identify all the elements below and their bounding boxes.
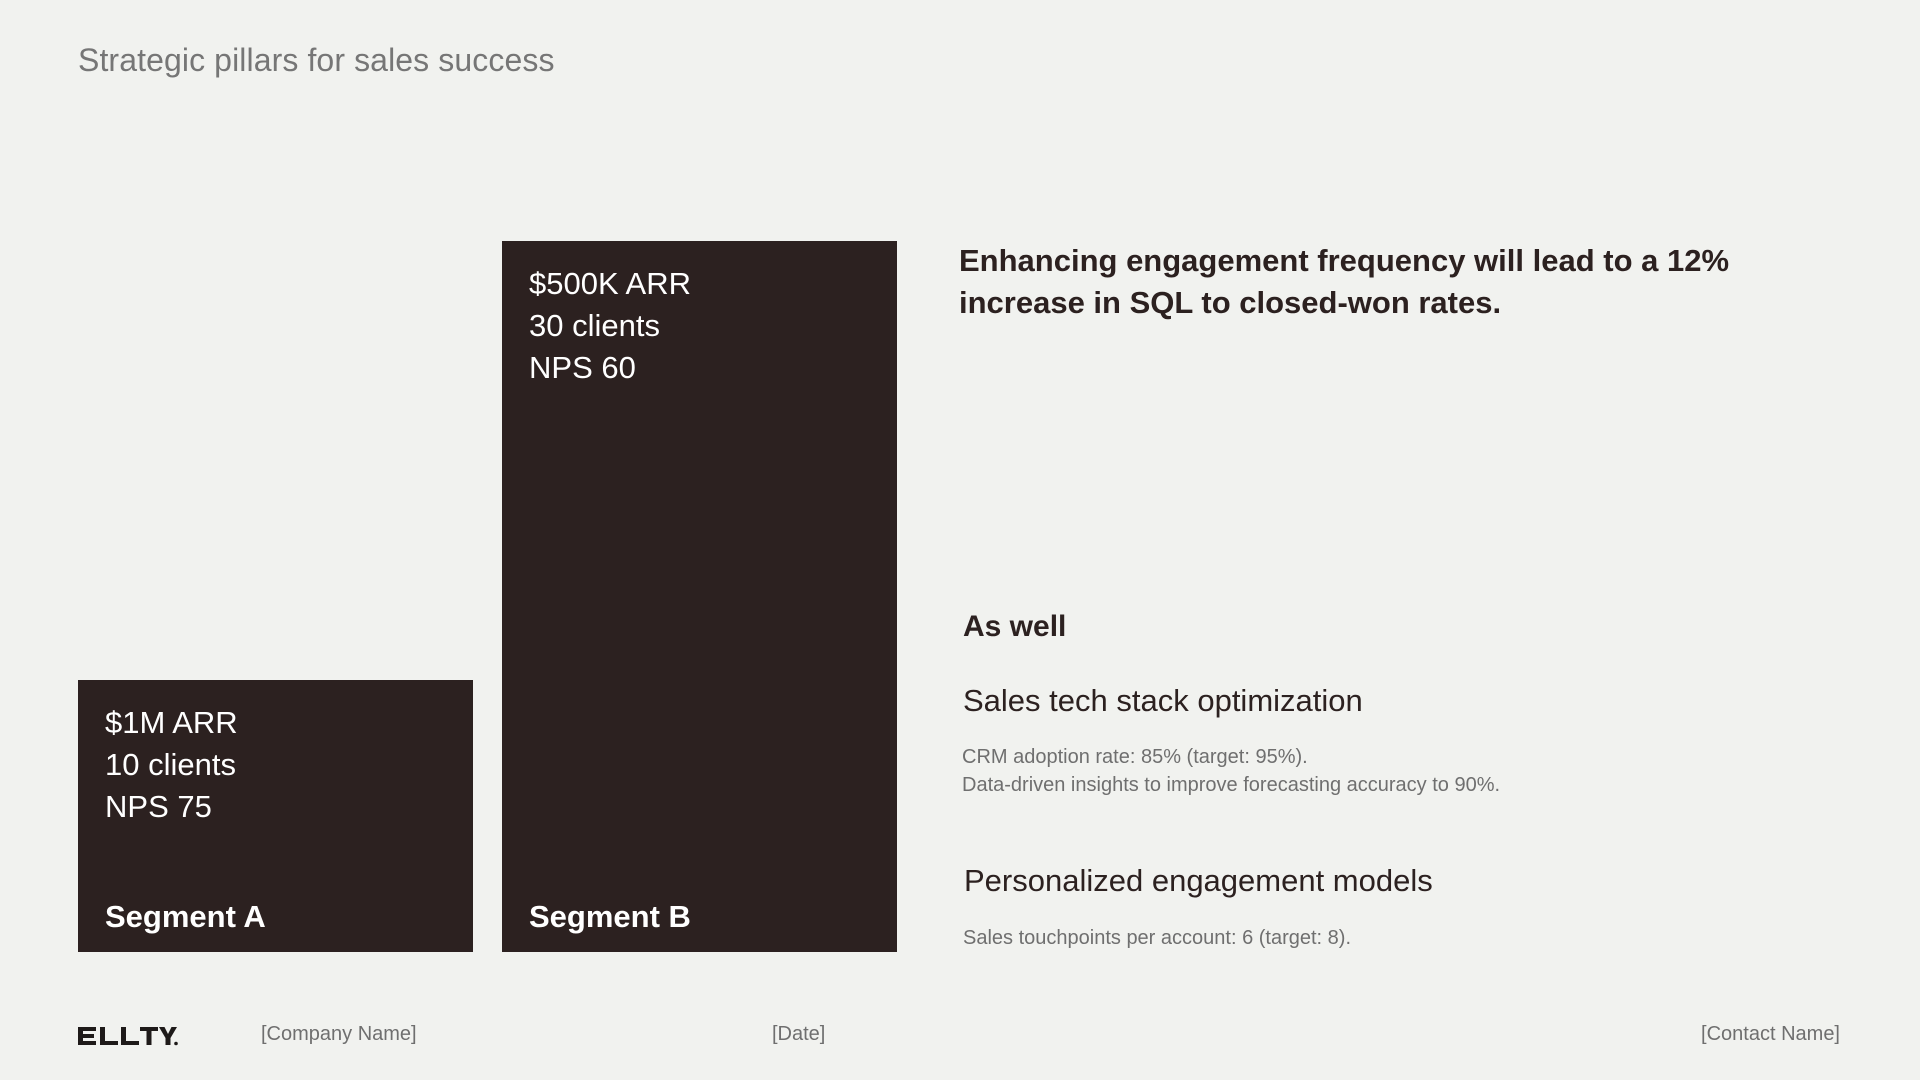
segment-b-bar xyxy=(502,241,897,952)
segment-b-stats xyxy=(529,263,691,389)
footer-contact-name: [Contact Name] xyxy=(1701,1023,1840,1045)
footer-company-name: [Company Name] xyxy=(261,1023,417,1045)
segment-a-nps: NPS 75 xyxy=(105,789,212,824)
segment-a-clients: 10 clients xyxy=(105,747,236,782)
ellty-logo xyxy=(78,1024,178,1046)
segment-a-arr: $1M ARR xyxy=(105,705,238,740)
segment-b-nps: NPS 60 xyxy=(529,350,636,385)
slide-title: Strategic pillars for sales success xyxy=(78,42,555,78)
pillar-description-line: CRM adoption rate: 85% (target: 95%). xyxy=(962,746,1308,768)
segment-b-arr: $500K ARR xyxy=(529,266,691,301)
pillar-description-engagement xyxy=(963,924,1351,952)
segment-b-clients: 30 clients xyxy=(529,308,660,343)
segment-a-bar xyxy=(78,680,473,952)
pillar-description-line: Data-driven insights to improve forecasting accuracy to 90%. xyxy=(962,774,1501,796)
pillar-title-engagement: Personalized engagement models xyxy=(964,863,1433,898)
as-well-heading: As well xyxy=(963,610,1067,643)
segment-b-label: Segment B xyxy=(529,899,691,934)
headline: Enhancing engagement frequency will lead to a 12% increase in SQL to closed-won rates. xyxy=(959,243,1730,320)
footer-date: [Date] xyxy=(772,1023,826,1045)
pillar-description-tech-stack xyxy=(962,743,1500,799)
segment-a-label: Segment A xyxy=(105,899,266,934)
pillar-title-tech-stack: Sales tech stack optimization xyxy=(963,683,1363,718)
segment-a-stats xyxy=(105,702,238,828)
pillar-description-line: Sales touchpoints per account: 6 (target: 8). xyxy=(963,927,1351,949)
